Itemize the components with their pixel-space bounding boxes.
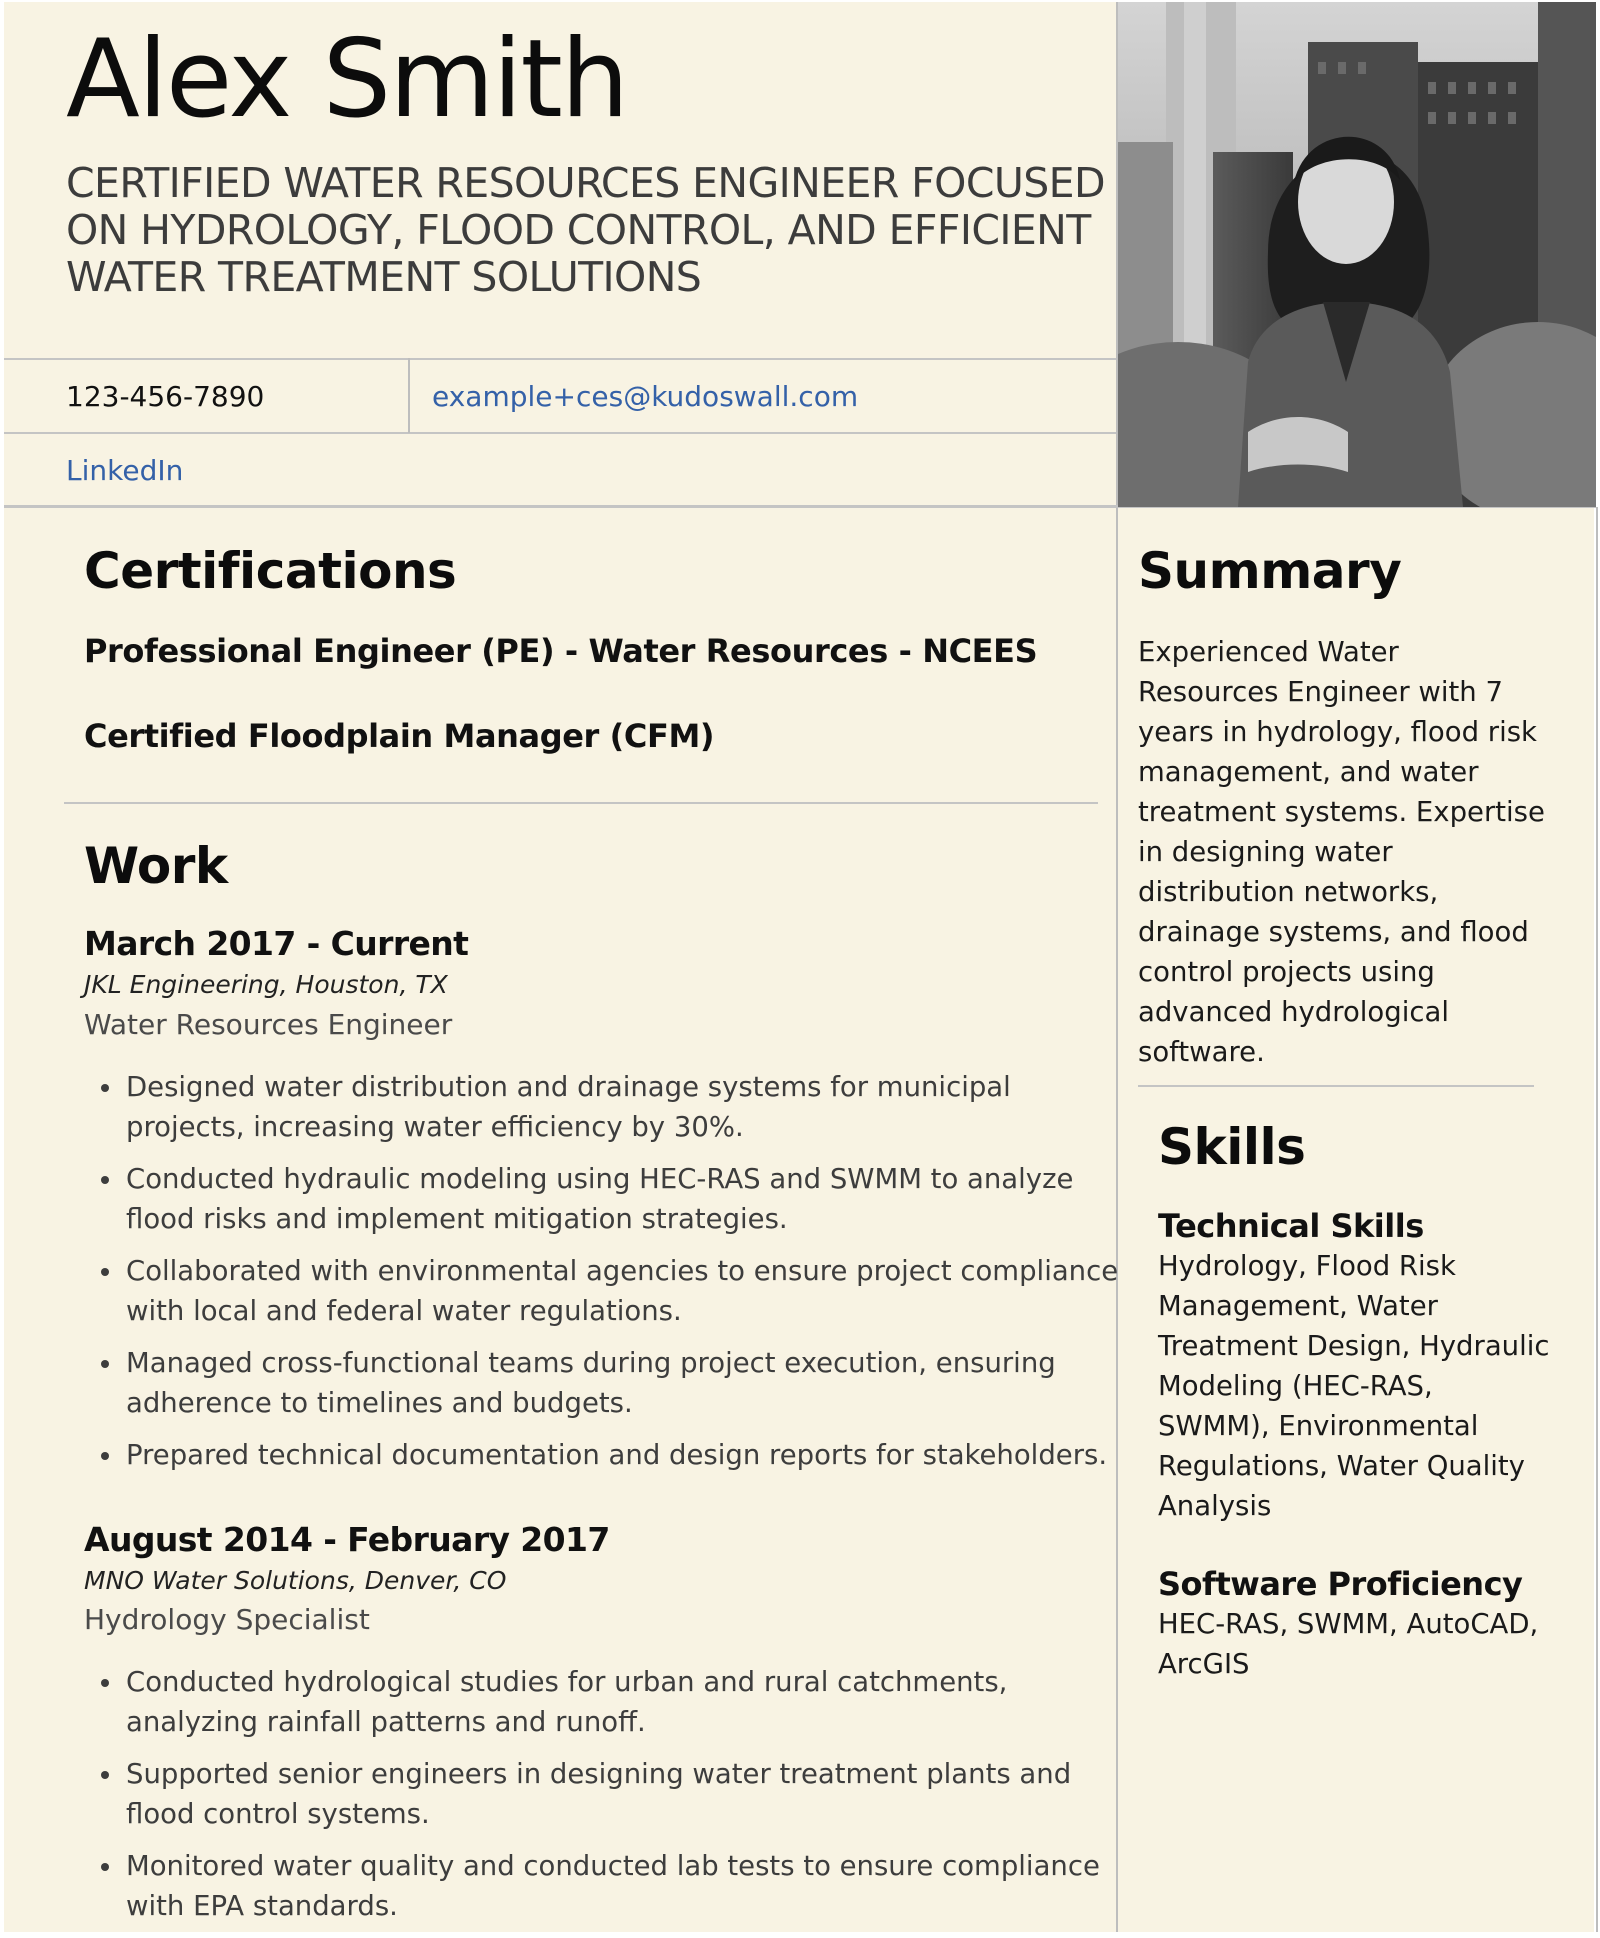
certification-item: Professional Engineer (PE) - Water Resources - NCEES — [84, 632, 1038, 670]
job-company: MNO Water Solutions, Denver, CO — [84, 1566, 507, 1595]
job-dates: March 2017 - Current — [84, 924, 469, 963]
page-right-edge — [1596, 507, 1598, 1932]
resume-page — [4, 2, 1594, 1932]
profile-photo — [1118, 2, 1596, 507]
list-item: • Monitored water quality and conducted lab tests to ensure compliance with EPA standards. — [124, 1846, 1134, 1926]
list-item: • Supported senior engineers in designing water treatment plants and flood control systems. — [124, 1754, 1134, 1834]
job-responsibilities — [94, 1662, 1134, 1938]
certification-item: Certified Floodplain Manager (CFM) — [84, 717, 715, 755]
contact-cell-divider — [408, 358, 410, 433]
section-divider — [64, 802, 1098, 804]
list-item: • Prepared technical documentation and design reports for stakeholders. — [124, 1435, 1134, 1475]
candidate-name: Alex Smith — [66, 17, 628, 142]
skills-heading: Skills — [1158, 1118, 1306, 1176]
list-item: • Managed cross-functional teams during project execution, ensuring adherence to timelines and budgets. — [124, 1343, 1134, 1423]
job-dates: August 2014 - February 2017 — [84, 1520, 610, 1559]
contact-top-rule — [4, 358, 1116, 360]
list-item: • Designed water distribution and drainage systems for municipal projects, increasing water efficiency by 30%. — [124, 1067, 1134, 1147]
job-company: JKL Engineering, Houston, TX — [84, 970, 448, 999]
job-role: Water Resources Engineer — [84, 1008, 453, 1041]
work-heading: Work — [84, 837, 228, 895]
skill-category-title: Software Proficiency — [1158, 1565, 1523, 1603]
email-link[interactable]: example+ces@kudoswall.com — [432, 380, 859, 413]
linkedin-link[interactable]: LinkedIn — [66, 454, 184, 487]
certifications-heading: Certifications — [84, 542, 457, 600]
list-item: • Conducted hydraulic modeling using HEC-RAS and SWMM to analyze flood risks and implement mitigation strategies. — [124, 1159, 1134, 1239]
job-responsibilities — [94, 1067, 1134, 1487]
skill-category-title: Technical Skills — [1158, 1207, 1424, 1245]
phone-number: 123-456-7890 — [66, 380, 265, 413]
skill-category-list: Hydrology, Flood Risk Management, Water Treatment Design, Hydraulic Modeling (HEC-RAS, SWMM), Environmental Regulations, Water Quality Analysis — [1158, 1250, 1550, 1522]
summary-text: Experienced Water Resources Engineer with 7 years in hydrology, flood risk management, and water treatment systems. Expertise in designing water distribution networks, drainage systems, and flood control projects using advanced hydrological software. — [1138, 636, 1545, 1068]
contact-middle-rule — [4, 432, 1116, 434]
job-role: Hydrology Specialist — [84, 1603, 370, 1636]
list-item: • Collaborated with environmental agencies to ensure project compliance with local and federal water regulations. — [124, 1251, 1134, 1331]
section-divider — [1138, 1085, 1534, 1087]
professional-headline: CERTIFIED WATER RESOURCES ENGINEER FOCUSED ON HYDROLOGY, FLOOD CONTROL, AND EFFICIENT WATER TREATMENT SOLUTIONS — [66, 159, 1105, 301]
summary-heading: Summary — [1138, 542, 1402, 600]
list-item: • Conducted hydrological studies for urban and rural catchments, analyzing rainfall patterns and runoff. — [124, 1662, 1134, 1742]
skill-category-list: HEC-RAS, SWMM, AutoCAD, ArcGIS — [1158, 1608, 1539, 1680]
